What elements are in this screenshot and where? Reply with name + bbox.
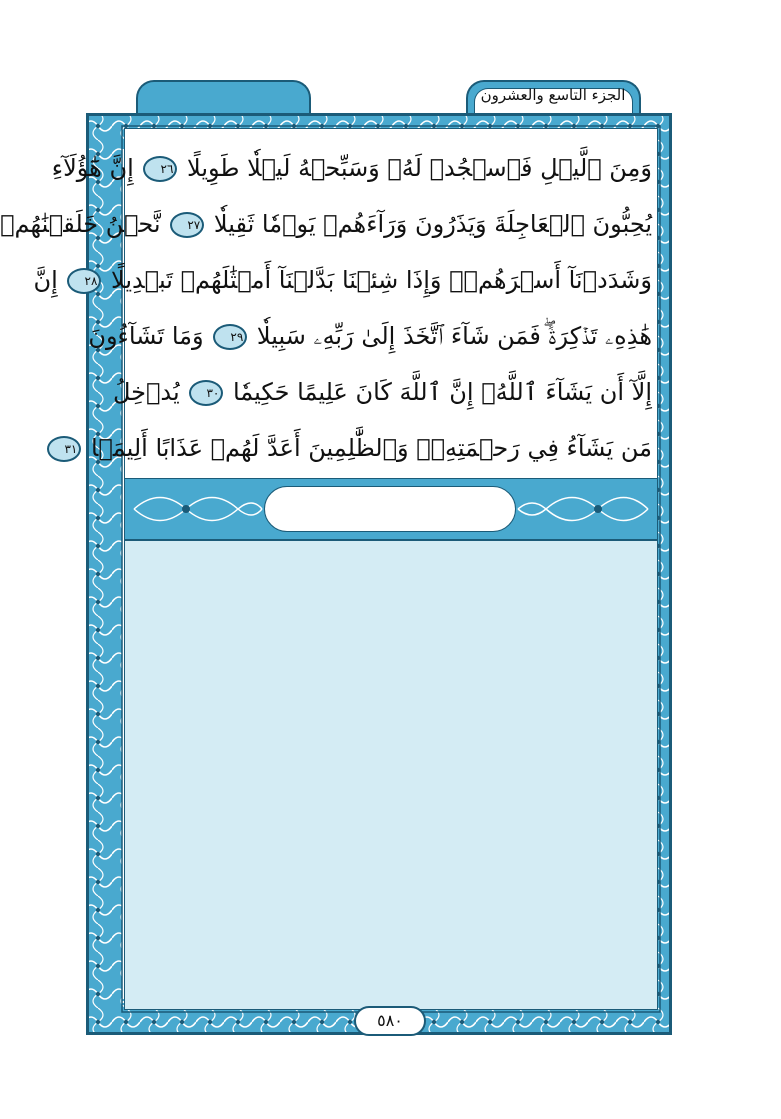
verse-text: إِنَّ [33,266,58,294]
verse-text: يُدۡخِلُ [113,378,180,406]
verse-text: وَمِنَ ٱلَّيۡلِ فَٱسۡجُدۡ لَهُۥ وَسَبِّحۡهُ لَيۡلٗا طَوِيلًا [187,154,652,182]
ayah-number: ٢٨ [67,268,101,294]
verse-text: وَشَدَدۡنَآ أَسۡرَهُمۡۖ وَإِذَا شِئۡنَا بَدَّلۡنَآ أَمۡثَٰلَهُمۡ تَبۡدِيلًا [111,266,652,294]
verse-line [88,308,652,364]
verse-text: نَّحۡنُ خَلَقۡنَٰهُمۡ [0,210,161,238]
verse-text: مَن يَشَآءُ فِي رَحۡمَتِهِۦۚ وَٱلظَّٰلِمِينَ أَعَدَّ لَهُمۡ عَذَابًا أَلِيمَۢا [91,434,652,462]
ayah-number: ٢٩ [213,324,247,350]
verse-line [0,196,652,252]
verse-text: إِنَّ هَٰٓؤُلَآءِ [51,154,134,182]
verse-text: إِلَّآ أَن يَشَآءَ ٱللَّهُۚ إِنَّ ٱللَّهَ كَانَ عَلِيمًا حَكِيمٗا [232,378,652,406]
page-number: ٥٨٠ [354,1006,426,1036]
verse-line [113,364,652,420]
ayah-number: ٣٠ [189,380,223,406]
verse-text: هَٰذِهِۦ تَذۡكِرَةٞۖ فَمَن شَآءَ ٱتَّخَذَ إِلَىٰ رَبِّهِۦ سَبِيلٗا [256,322,652,350]
verse-line [33,252,652,308]
ayah-number: ٣١ [47,436,81,462]
ayah-number: ٢٦ [143,156,177,182]
juz-title: الجزء التاسع والعشرون [480,86,626,104]
surah-title-cartouche [264,486,516,532]
ayah-number: ٢٧ [170,212,204,238]
verse-text: وَمَا تَشَآءُونَ [88,322,204,350]
verses-block [0,140,652,476]
verse-line [51,140,652,196]
verse-text: يُحِبُّونَ ٱلۡعَاجِلَةَ وَيَذَرُونَ وَرَآءَهُمۡ يَوۡمٗا ثَقِيلٗا [213,210,652,238]
verse-line [64,420,652,476]
blank-panel [124,540,658,1010]
